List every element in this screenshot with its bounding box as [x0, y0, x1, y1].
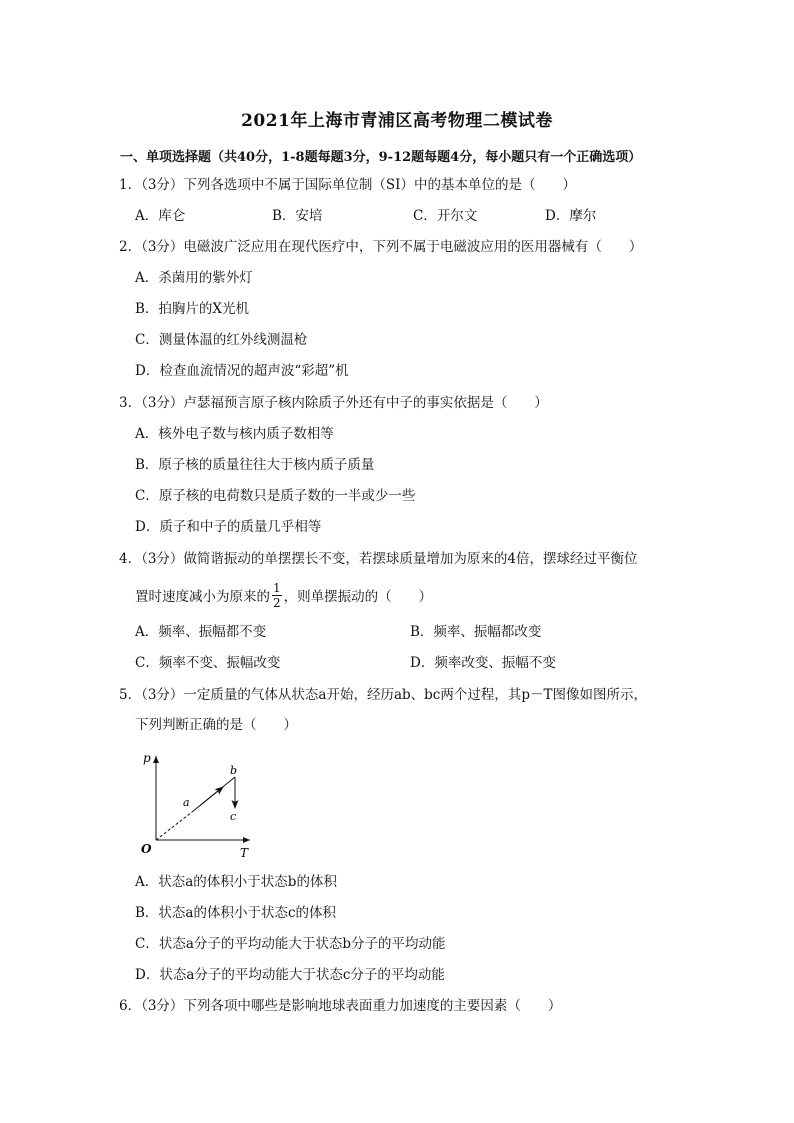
- question-2-option-a: A．杀菌用的紫外灯: [135, 270, 253, 286]
- question-4-stem-line-2: [135, 581, 433, 611]
- question-1-option-b: B．安培: [272, 208, 323, 224]
- question-2-option-d: D．检查血流情况的超声波“彩超”机: [135, 363, 349, 379]
- label-c: c: [230, 810, 237, 823]
- label-b: b: [230, 764, 238, 777]
- question-5-stem-line-2: 下列判断正确的是（ ）: [135, 717, 297, 733]
- question-5-option-b: B．状态a的体积小于状态c的体积: [135, 905, 337, 921]
- question-1-stem: 1．（3分）下列各选项中不属于国际单位制（SI）中的基本单位的是（ ）: [119, 177, 577, 193]
- fraction-denominator: 2: [273, 596, 281, 610]
- question-4-stem-post: ，则单摆振动的（ ）: [283, 589, 433, 605]
- label-p: p: [143, 751, 151, 765]
- p-t-diagram: [140, 748, 270, 863]
- question-4-option-b: B．频率、振幅都改变: [410, 624, 542, 640]
- question-3-stem: 3．（3分）卢瑟福预言原子核内除质子外还有中子的事实依据是（ ）: [119, 395, 548, 411]
- question-6-stem: 6．（3分）下列各项中哪些是影响地球表面重力加速度的主要因素（ ）: [119, 998, 562, 1014]
- question-2-option-b: B．拍胸片的X光机: [135, 301, 250, 317]
- question-2-stem: 2．（3分）电磁波广泛应用在现代医疗中，下列不属于电磁波应用的医用器械有（ ）: [119, 239, 643, 255]
- question-4-option-d: D．频率改变、振幅不变: [410, 655, 556, 671]
- origin-dashed-line: [156, 812, 192, 840]
- question-3-option-a: A．核外电子数与核内质子数相等: [135, 426, 334, 442]
- section-heading: 一、单项选择题（共40分，1-8题每题3分，9-12题每题4分，每小题只有一个正确选项）: [120, 150, 642, 165]
- question-3-option-b: B．原子核的质量往往大于核内质子质量: [135, 457, 375, 473]
- question-3-option-d: D．质子和中子的质量几乎相等: [135, 519, 322, 535]
- question-2-option-c: C．测量体温的红外线测温枪: [135, 332, 308, 348]
- question-1-option-a: A．库仑: [135, 208, 186, 224]
- question-4-stem-line-1: 4．（3分）做简谐振动的单摆摆长不变，若摆球质量增加为原来的4倍，摆球经过平衡位: [119, 551, 638, 567]
- question-5-option-a: A．状态a的体积小于状态b的体积: [135, 874, 337, 890]
- label-a: a: [183, 796, 190, 809]
- process-ab-arrow: [200, 787, 223, 806]
- fraction-one-half: [272, 582, 282, 609]
- question-1-option-d: D．摩尔: [545, 208, 597, 224]
- question-5-stem-line-1: 5．（3分）一定质量的气体从状态a开始，经历ab、bc两个过程，其p－T图像如图所示，: [119, 687, 648, 703]
- label-origin: O: [141, 842, 152, 856]
- question-5-option-d: D．状态a分子的平均动能大于状态c分子的平均动能: [135, 967, 445, 983]
- question-4-option-a: A．频率、振幅都不变: [135, 624, 267, 640]
- fraction-numerator: 1: [273, 581, 281, 595]
- question-5-option-c: C．状态a分子的平均动能大于状态b分子的平均动能: [135, 936, 446, 952]
- question-3-option-c: C．原子核的电荷数只是质子数的一半或少一些: [135, 488, 416, 504]
- page-title: 2021年上海市青浦区高考物理二模试卷: [241, 111, 553, 131]
- question-1-option-c: C．开尔文: [413, 208, 478, 224]
- question-4-stem-pre: 置时速度减小为原来的: [135, 589, 270, 605]
- question-4-option-c: C．频率不变、振幅改变: [135, 655, 281, 671]
- label-t: T: [240, 846, 249, 860]
